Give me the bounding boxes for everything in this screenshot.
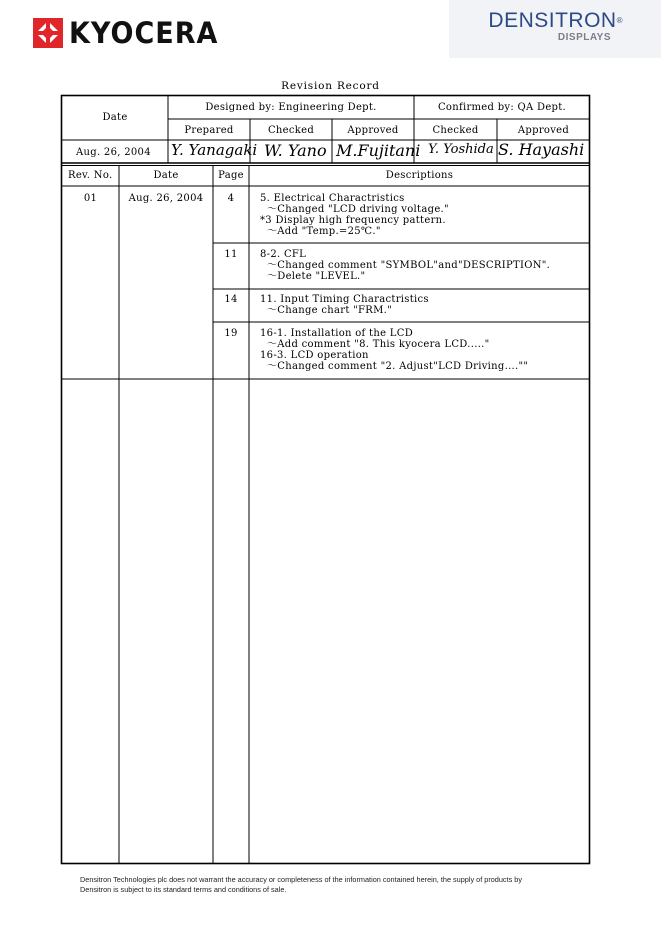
entry-line: ～Add comment "8. This kyocera LCD....." xyxy=(260,339,490,350)
entry-page: 4 xyxy=(227,193,235,204)
signature-checked: W. Yano xyxy=(264,141,327,160)
entry-page: 14 xyxy=(224,294,238,305)
entry-line: 16-1. Installation of the LCD xyxy=(260,328,414,339)
signature-qa-checked: Y. Yoshida xyxy=(428,142,494,157)
densitron-subtitle: DISPLAYS xyxy=(557,32,611,43)
entry-line: 8-2. CFL xyxy=(260,249,307,260)
approval-date-label: Date xyxy=(102,112,128,123)
entry-line: ～Changed "LCD driving voltage." xyxy=(260,204,449,215)
signature-prepared: Y. Yanagaki xyxy=(171,141,258,159)
qa-checked-label: Checked xyxy=(432,125,479,136)
entry-line: ～Add "Temp.=25℃." xyxy=(260,226,381,237)
column-date: Date xyxy=(153,170,179,181)
entry-line: ～Changed comment "SYMBOL"and"DESCRIPTION". xyxy=(260,260,551,271)
entry-line: *3 Display high frequency pattern. xyxy=(260,215,446,226)
confirmed-by-label: Confirmed by: QA Dept. xyxy=(437,102,567,113)
footer-line: Densitron is subject to its standard terms and conditions of sale. xyxy=(80,884,287,894)
column-descriptions: Descriptions xyxy=(385,170,454,181)
footer-line: Densitron Technologies plc does not warrant the accuracy or completeness of the information contained herein, the supply of products by xyxy=(80,875,522,884)
kyocera-wordmark: KYOCERA xyxy=(69,15,219,51)
approval-date-value: Aug. 26, 2004 xyxy=(76,147,151,158)
entry-line: ～Changed comment "2. Adjust"LCD Driving...."" xyxy=(260,361,529,372)
densitron-wordmark: DENSITRON xyxy=(488,9,617,32)
qa-approved-label: Approved xyxy=(517,125,570,136)
checked-label: Checked xyxy=(267,125,315,136)
entry-line: ～Delete "LEVEL." xyxy=(260,271,366,282)
entry-page: 11 xyxy=(224,249,238,260)
prepared-label: Prepared xyxy=(184,125,234,136)
revision-date: Aug. 26, 2004 xyxy=(128,193,204,204)
entry-line: 16-3. LCD operation xyxy=(260,350,369,361)
signature-approved: M.Fujitani xyxy=(336,141,421,160)
revision-number: 01 xyxy=(83,193,98,204)
signature-qa-approved: S. Hayashi xyxy=(498,140,585,159)
page-title: Revision Record xyxy=(281,80,380,92)
entry-line: ～Change chart "FRM." xyxy=(260,305,393,316)
entry-line: 11. Input Timing Charactristics xyxy=(260,294,429,305)
entry-line: 5. Electrical Charactristics xyxy=(260,193,405,204)
entry-page: 19 xyxy=(224,328,238,339)
approved-label: Approved xyxy=(347,125,399,136)
designed-by-label: Designed by: Engineering Dept. xyxy=(205,102,377,113)
densitron-logo: DENSITRON® DISPLAYS xyxy=(488,9,623,43)
column-rev-no: Rev. No. xyxy=(68,170,113,181)
column-page: Page xyxy=(218,170,244,181)
footer-disclaimer xyxy=(80,875,580,894)
